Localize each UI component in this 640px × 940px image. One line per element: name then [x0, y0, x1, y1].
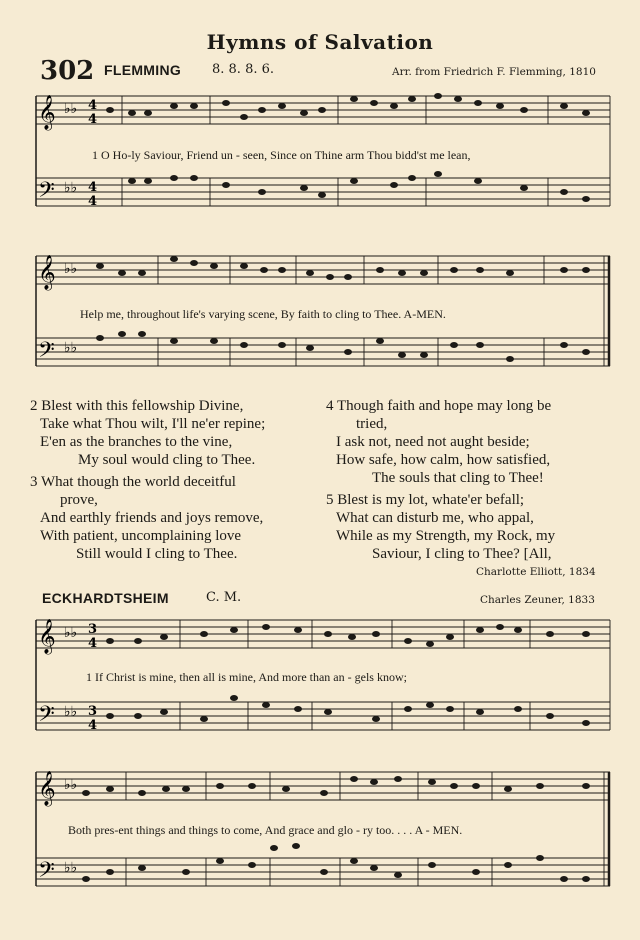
- verse-line: Still would I cling to Thee.: [76, 546, 238, 562]
- svg-text:𝄞: 𝄞: [38, 619, 56, 654]
- lyric-line: Both pres-ent things and things to come, And grace and glo - ry too. . . . A - MEN.: [68, 823, 463, 837]
- verse-line: 5 Blest is my lot, whate'er befall;: [326, 492, 525, 508]
- svg-text:𝄞: 𝄞: [38, 255, 56, 290]
- svg-text:♭♭: ♭♭: [64, 704, 78, 720]
- arranger-credit: Arr. from Friedrich F. Flemming, 1810: [392, 66, 596, 78]
- svg-text:4: 4: [88, 718, 98, 733]
- svg-text:4: 4: [88, 194, 98, 209]
- verse-4: [326, 397, 551, 487]
- svg-text:♭♭: ♭♭: [64, 101, 78, 117]
- svg-text:♭♭: ♭♭: [64, 777, 78, 793]
- verse-line: What can disturb me, who appal,: [336, 510, 534, 526]
- verse-line: tried,: [356, 416, 388, 432]
- verse-2: [30, 397, 265, 469]
- svg-text:♭♭: ♭♭: [64, 625, 78, 641]
- svg-text:♭♭: ♭♭: [64, 180, 78, 196]
- hymn-number: 302: [40, 56, 95, 86]
- svg-text:𝄢: 𝄢: [38, 858, 55, 888]
- verse-line: I ask not, need not aught beside;: [336, 434, 530, 450]
- lyric-line: 1 If Christ is mine, then all is mine, And more than an - gels know;: [86, 670, 407, 684]
- verse-line: While as my Strength, my Rock, my: [336, 528, 556, 544]
- svg-text:3: 3: [88, 622, 98, 637]
- verse-line: prove,: [60, 492, 98, 508]
- svg-text:♭♭: ♭♭: [64, 261, 78, 277]
- verse-line: The souls that cling to Thee!: [372, 470, 544, 486]
- svg-text:𝄞: 𝄞: [38, 771, 56, 806]
- svg-text:4: 4: [88, 636, 98, 651]
- tune-name: ECKHARDTSHEIM: [42, 590, 169, 606]
- verse-line: 3 What though the world deceitful: [30, 474, 236, 490]
- svg-text:3: 3: [88, 704, 98, 719]
- svg-text:♭♭: ♭♭: [64, 340, 78, 356]
- meter: C. M.: [206, 590, 242, 605]
- verse-line: E'en as the branches to the vine,: [40, 434, 233, 450]
- svg-text:4: 4: [88, 98, 98, 113]
- svg-text:4: 4: [88, 112, 98, 127]
- page-title: Hymns of Salvation: [206, 30, 434, 54]
- verse-line: My soul would cling to Thee.: [78, 452, 256, 468]
- verse-line: With patient, uncomplaining love: [40, 528, 242, 544]
- tune-name: FLEMMING: [104, 62, 182, 78]
- verse-line: Take what Thou wilt, I'll ne'er repine;: [40, 416, 266, 432]
- lyric-line: Help me, throughout life's varying scene, By faith to cling to Thee. A-MEN.: [80, 307, 446, 321]
- svg-text:♭♭: ♭♭: [64, 860, 78, 876]
- svg-text:4: 4: [88, 180, 98, 195]
- verse-line: Saviour, I cling to Thee? [All,: [372, 546, 552, 562]
- svg-text:𝄢: 𝄢: [38, 338, 55, 368]
- svg-text:𝄢: 𝄢: [38, 178, 55, 208]
- verse-line: And earthly friends and joys remove,: [40, 510, 264, 526]
- svg-text:𝄞: 𝄞: [38, 95, 56, 130]
- svg-text:𝄢: 𝄢: [38, 702, 55, 732]
- verse-line: How safe, how calm, how satisfied,: [336, 452, 551, 468]
- verse-line: 2 Blest with this fellowship Divine,: [30, 398, 244, 414]
- author-credit: Charlotte Elliott, 1834: [476, 566, 596, 578]
- composer-credit: Charles Zeuner, 1833: [480, 594, 595, 606]
- meter: 8. 8. 8. 6.: [212, 62, 275, 77]
- verse-3: [30, 473, 263, 563]
- verse-line: 4 Though faith and hope may long be: [326, 398, 552, 414]
- verse-5: [326, 491, 555, 563]
- lyric-line: 1 O Ho-ly Saviour, Friend un - seen, Since on Thine arm Thou bidd'st me lean,: [92, 148, 471, 162]
